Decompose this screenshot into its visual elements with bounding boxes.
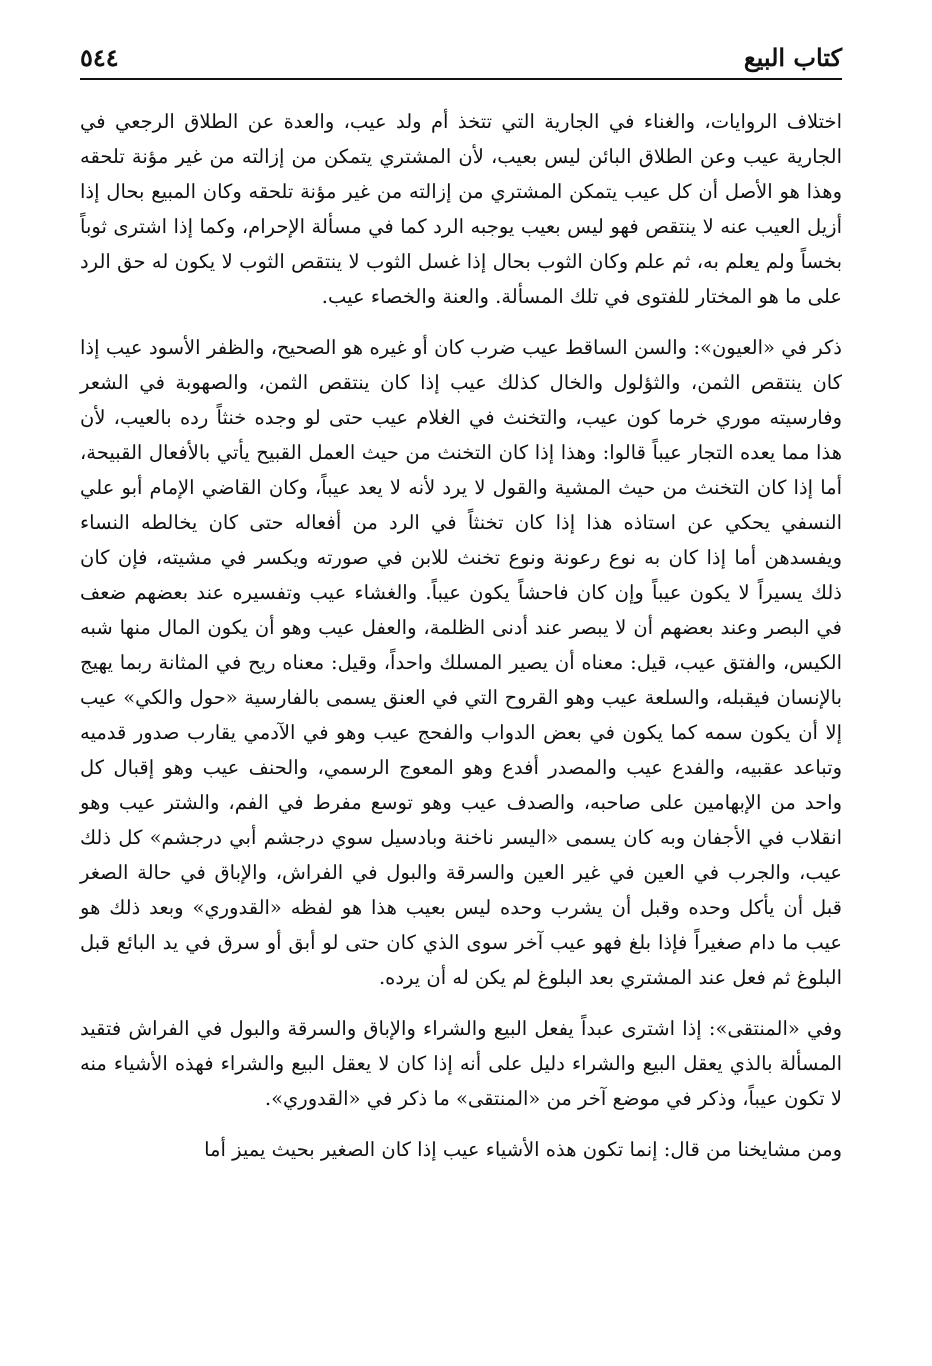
paragraph-uyun-citation: ذكر في «العيون»: والسن الساقط عيب ضرب كان أو غيره هو الصحيح، والظفر الأسود عيب إذا كان ينتقص الثمن، والثؤلول والخال كذلك عيب إذا كان ينتقص الثمن، والصهوبة في الشعر وفارسيته موري خرما كون عيب، والتخنث في الغلام عيب حتى لو وجده خنثاً رده بالعيب، لأن هذا مما يعده التجار عيباً قالوا: وهذا إذا كان التخنث من حيث العمل القبيح يأتي بالأفعال القبيحة، أما إذا كان التخنث من حيث المشية والقول لا يرد لأنه لا يعد عيباً، وكان القاضي الإمام أبو علي النسفي يحكي عن استاذه هذا إذا كان تخنثاً في الرد من أفعاله حتى كان يخالطه النساء ويفسدهن أما إذا كان به نوع رعونة ونوع تخنث للابن في صورته ويكسر في مشيته، فإن كان ذلك يسيراً لا يكون عيباً وإن كان فاحشاً يكون عيباً. والغشاء عيب وتفسيره عند بعضهم ضعف في البصر وعند بعضهم أن لا يبصر عند أدنى الظلمة، والعفل عيب وهو أن يكون المال منها شبه الكيس، والفتق عيب، قيل: معناه أن يصير المسلك واحداً، وقيل: معناه ريح في المثانة ربما يهيج بالإنسان فيقبله، والسلعة عيب وهو القروح التي في العنق يسمى بالفارسية «حول والكي» عيب إلا أن يكون سمه كما يكون في بعض الدواب والفحج عيب وهو في الآدمي يقارب صدور قدميه وتباعد عقبيه، والفدع عيب والمصدر أفدع وهو المعوج الرسمي، والحنف عيب وهو إقبال كل واحد من الإبهامين على صاحبه، والصدف عيب وهو توسع مفرط في الفم، والشتر عيب وهو انقلاب في الأجفان وبه كان يسمى «اليسر ناخنة وبادسيل سوي درجشم أبي درجشم» كل ذلك عيب، والجرب في العين في غير العين والسرقة والبول في الفراش، والإباق في حالة الصغر قبل أن يأكل وحده وقبل أن يشرب وحده ليس بعيب هذا هو لفظه «القدوري» وبعد ذلك هو عيب ما دام صغيراً فإذا بلغ فهو عيب آخر سوى الذي كان حتى لو أبق أو سرق في يد البائع قبل البلوغ ثم فعل عند المشتري بعد البلوغ لم يكن له أن يرده. [80,336,842,989]
page-number: ٥٤٤ [80,43,119,72]
running-title: كتاب البيع [743,43,842,72]
paragraph-defects-intro: اختلاف الروايات، والغناء في الجارية التي تتخذ أم ولد عيب، والعدة عن الطلاق الرجعي في الجارية عيب وعن الطلاق البائن ليس بعيب، لأن المشتري يتمكن من إزالته من غير مؤنة تلحقه وهذا هو الأصل أن كل عيب يتمكن المشتري من إزالته من غير مؤنة تلحقه وكان المبيع بحال إذا أزيل العيب عنه لا ينتقص فهو ليس بعيب يوجبه الرد كما في مسألة الإحرام، وكما إذا اشترى ثوباً بخساً ولم يعلم به، ثم علم وكان الثوب بحال إذا غسل الثوب لا ينتقص الثوب لا يكون له حق الرد على ما هو المختار للفتوى في تلك المسألة. والعنة والخصاء عيب. [80,110,842,308]
paragraph-muntaqa-citation: وفي «المنتقى»: إذا اشترى عبداً يفعل البيع والشراء والإباق والسرقة والبول في الفراش فتقيد المسألة بالذي يعقل البيع والشراء دليل على أنه إذا كان لا يعقل البيع والشراء فهذه الأشياء منه لا تكون عيباً، وذكر في موضع آخر من «المنتقى» ما ذكر في «القدوري». [80,1017,842,1110]
page-header [80,26,842,80]
page-body [80,104,842,1167]
paragraph-mashayikh-opinion: ومن مشايخنا من قال: إنما تكون هذه الأشياء عيب إذا كان الصغير بحيث يميز أما [204,1138,842,1161]
